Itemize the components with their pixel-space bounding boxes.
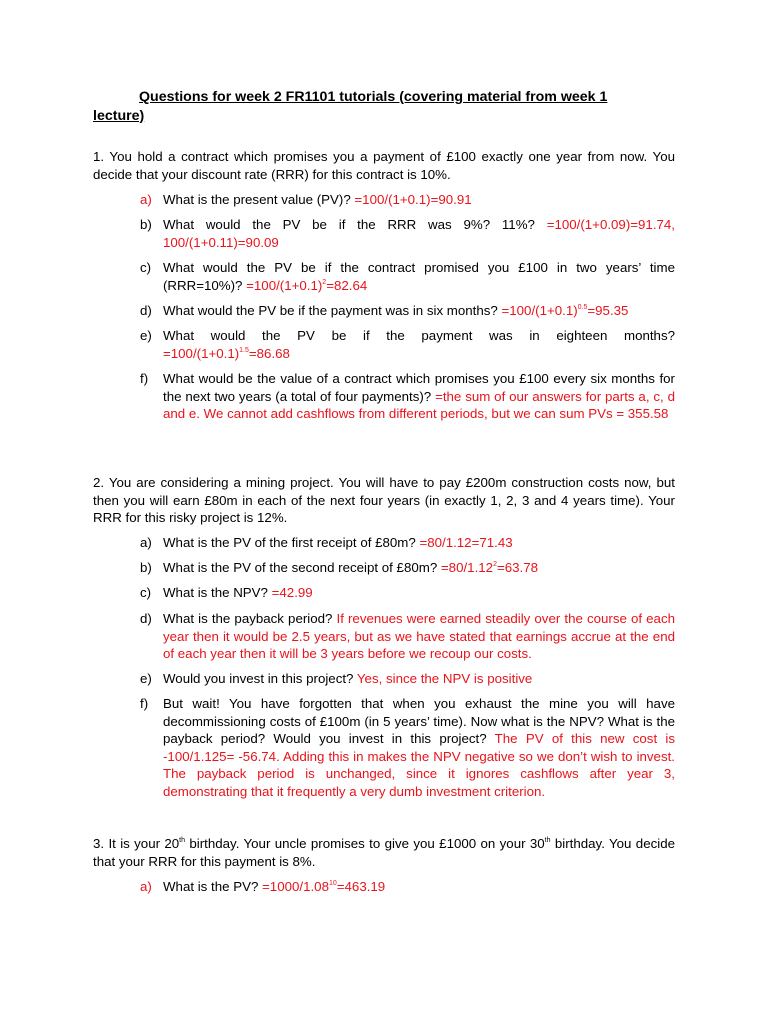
item-label: c) bbox=[140, 260, 152, 275]
answer-text: $=100/(1+0.1)^2=82.64$ bbox=[246, 277, 368, 293]
q1-item-e bbox=[140, 327, 675, 362]
answer-text: =80/1.12=71.43 bbox=[419, 535, 513, 550]
item-label: d) bbox=[140, 303, 152, 318]
item-label: b) bbox=[140, 560, 152, 575]
q3-item-a bbox=[140, 878, 675, 896]
question-text: Would you invest in this project? bbox=[163, 671, 357, 686]
question-text: What is the PV of the first receipt of £80m? bbox=[163, 535, 420, 550]
question-text: But wait! You have forgotten that when you exhaust the mine you will have decommissioning costs of £100m (in 5 years’ time). Now what is the NPV? What is the payback period? Would you invest in this project? bbox=[163, 696, 675, 746]
item-label: a) bbox=[140, 535, 152, 550]
item-label: b) bbox=[140, 217, 152, 232]
question-text: What would the PV be if the contract promised you £100 in two years’ time (RRR=10%)? bbox=[163, 260, 675, 293]
q1-item-f bbox=[140, 370, 675, 423]
item-label: a) bbox=[140, 192, 152, 207]
question-text: What would the PV be if the RRR was 9%? 11%? bbox=[163, 217, 547, 232]
question-text: What would be the value of a contract which promises you £100 every six months for the next two years (a total of four payments)? bbox=[163, 371, 675, 404]
q2-item-c bbox=[140, 584, 675, 602]
question-text: What is the PV of the second receipt of £80m? bbox=[163, 560, 441, 575]
answer-text: Yes, since the NPV is positive bbox=[356, 671, 533, 686]
item-label: e) bbox=[140, 328, 152, 343]
q3-intro: 3. It is your 20th birthday. Your uncle promises to give you £1000 on your 30th birthday. You decide that your RRR for this payment is 8%. bbox=[93, 836, 675, 869]
item-label: f) bbox=[140, 371, 149, 386]
q2-intro: 2. You are considering a mining project. You will have to pay £200m construction costs now, but then you will earn £80m in each of the next four years (in exactly 1, 2, 3 and 4 years time). Your RRR for this risky project is 12%. bbox=[93, 475, 675, 525]
question-text: What is the NPV? bbox=[163, 585, 272, 600]
title-line-1: Questions for week 2 FR1101 tutorials (covering material from week 1 bbox=[139, 89, 608, 105]
answer-text: $=100/(1+0.1)^{1.5}=86.68$ bbox=[163, 345, 290, 361]
question-text: What would the PV be if the payment was in eighteen months? bbox=[163, 328, 675, 343]
answer-text: =100/(1+0.09)=91.74, 100/(1+0.11)=90.09 bbox=[163, 217, 675, 250]
q2-item-d bbox=[140, 610, 675, 663]
q1-item-a bbox=[140, 191, 675, 209]
q2-item-a bbox=[140, 534, 675, 552]
q1-item-d bbox=[140, 302, 675, 320]
item-label: f) bbox=[140, 696, 149, 711]
q1-item-b bbox=[140, 216, 675, 251]
question-text: What would the PV be if the payment was in six months? bbox=[163, 303, 502, 318]
answer-text: $=1000/1.08^{10}=463.19$ bbox=[262, 879, 386, 894]
question-text: What is the payback period? bbox=[163, 611, 337, 626]
item-label: e) bbox=[140, 671, 152, 686]
q2-item-b bbox=[140, 559, 675, 577]
item-label: c) bbox=[140, 585, 152, 600]
answer-text: =100/(1+0.1)=90.91 bbox=[354, 192, 472, 207]
q2-item-e bbox=[140, 670, 675, 688]
answer-text: =the sum of our answers for parts a, c, d and e. We cannot add cashflows from different periods, but we can sum PVs = 355.58 bbox=[163, 388, 675, 421]
answer-text: If revenues were earned steadily over the course of each year then it would be 2.5 years, but as we have stated that earnings accrue at the end of each year then it will be 3 years before we recoup our costs. bbox=[163, 611, 675, 661]
answer-text: =42.99 bbox=[271, 585, 313, 600]
answer-text: $=100/(1+0.1)^{0.5}=95.35$ bbox=[501, 303, 629, 318]
question-text: What is the PV? bbox=[163, 879, 263, 894]
item-label: d) bbox=[140, 611, 152, 626]
question-text: What is the present value (PV)? bbox=[163, 192, 355, 207]
title-line-2: lecture) bbox=[93, 108, 145, 124]
item-label: a) bbox=[140, 879, 152, 894]
page-title bbox=[93, 88, 653, 126]
q2-item-f bbox=[140, 695, 675, 800]
q1-intro: 1. You hold a contract which promises you a payment of £100 exactly one year from now. You decide that your discount rate (RRR) for this contract is 10%. bbox=[93, 149, 675, 182]
answer-text: $=80/1.12^2=63.78$ bbox=[440, 560, 539, 575]
answer-text: The PV of this new cost is -100/1.125= -56.74. Adding this in makes the NPV negative so we don’t wish to invest. The payback period is unchanged, since it ignores cashflows after year 3, demonstrating that it frequently a very dumb investment criterion. bbox=[163, 731, 675, 799]
q1-item-c bbox=[140, 259, 675, 294]
